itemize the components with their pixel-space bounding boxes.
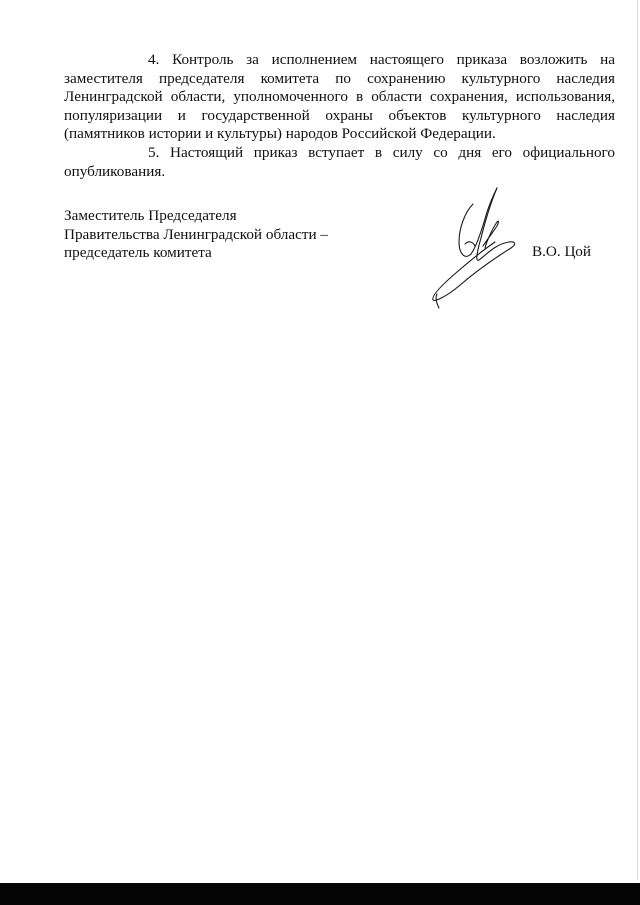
scan-edge <box>637 0 638 880</box>
paragraph-number: 5. <box>148 143 160 161</box>
paragraph-5 <box>64 144 615 181</box>
paragraph-number: 4. <box>148 51 160 68</box>
signatory-position <box>64 207 328 263</box>
position-line: Правительства Ленинградской области – <box>64 225 329 243</box>
position-line: Заместитель Председателя <box>64 207 237 224</box>
paragraph-text: Контроль за исполнением настоящего приказа возложить на заместителя председателя комитета по сохранению культурного наследия Ленинградской области, уполномоченного в области сохранения, использования, популяризации и государственной охраны объектов культурного наследия (памятников истории и культуры) народов Российской Федерации. <box>64 51 615 143</box>
paragraph-4 <box>64 51 615 144</box>
signatory-name: В.О. Цой <box>532 243 591 260</box>
document-body <box>64 51 615 181</box>
position-line: председатель комитета <box>64 244 212 262</box>
paragraph-text: Настоящий приказ вступает в силу со дня его официального опубликования. <box>64 143 616 180</box>
handwritten-signature <box>425 182 525 310</box>
scan-border <box>0 883 640 905</box>
